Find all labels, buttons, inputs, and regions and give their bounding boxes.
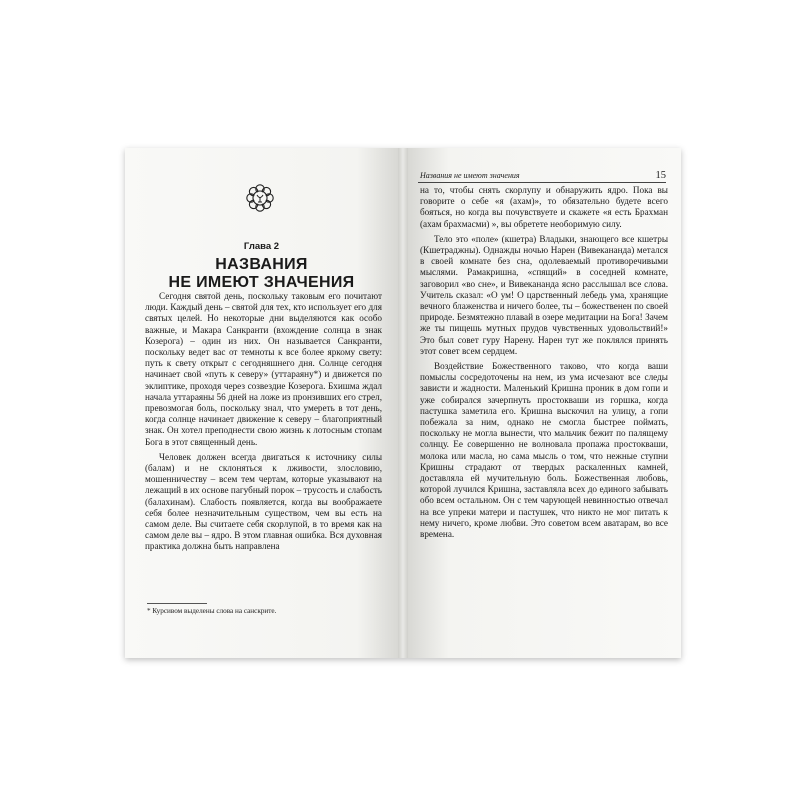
footnote: * Курсивом выделены слова на санскрите. (147, 607, 277, 615)
running-head (418, 170, 666, 183)
footnote-divider (147, 603, 207, 604)
chapter-label: Глава 2 (243, 241, 280, 252)
right-body-text (420, 185, 668, 544)
book-gutter (398, 148, 408, 658)
book-spread (125, 148, 681, 658)
left-page (125, 148, 398, 658)
lotus-emblem-icon (242, 180, 278, 216)
chapter-title (125, 256, 398, 292)
chapter-title-line-1: НАЗВАНИЯ (215, 256, 308, 273)
right-page (408, 148, 681, 658)
left-body-text (145, 291, 382, 557)
chapter-title-line-2: НЕ ИМЕЮТ ЗНАЧЕНИЯ (168, 274, 355, 291)
page-number: 15 (655, 170, 666, 181)
paragraph: Человек должен всегда двигаться к источнику силы (балам) и не склоняться к лживости, злословию, мошенничеству – всем тем чертам, которые указывают на лежащий в их основе пагубный порок – трусость и слабость (балахинам). Слабость появляется, когда вы воображаете себя более незначительным существом, чем вы есть на самом деле. Вы считаете себя скорлупой, в то время как на самом деле вы – ядро. В этом главная ошибка. Вся духовная практика должна быть направлена (145, 451, 382, 552)
paragraph: Сегодня святой день, поскольку таковым его почитают люди. Каждый день – святой для тех, кто использует его для святых целей. Но некоторые дни выделяются как особо важные, и Макара Санкранти (вхождение солнца в знак Козерога) – один из них. Он называется Санкранти, поскольку ведет вас от темноты к все более яркому свету: путь к свету открыт с сегодняшнего дня. Солнце сегодня начинает свой «путь к северу» (уттараяну*) и движется по эклиптике, проходя через созвездие Козерога. Бхишма ждал начала уттараяны 56 дней на ложе из пронзивших его стрел, превозмогая боль, поскольку знал, что умереть в тот день, когда солнце начинает движение к северу – благоприятный знак. Он хотел преподнести свою жизнь к лотосным стопам Бога в этот священный день. (145, 291, 382, 447)
running-head-title: Названия не имеют значения (420, 171, 520, 180)
paragraph: Воздействие Божественного таково, что когда ваши помыслы сосредоточены на нем, из ума исчезают все следы зависти и жадности. Маленький Кришна проник в дом гопи и уже собирался зачерпнуть простокваши из горшка, когда пастушка заметила его. Кришна выскочил на улицу, а гопи побежала за ним, однако не смогла быстрее поймать, поскольку не могла вынести, что мальчик бежит по палящему солнцу. Ее совершенно не волновала пропажа простокваши, молока или масла, но сама мысль о том, что нежные ступни Кришны страдают от твердых раскаленных камней, доставляла ей мучительную боль. Божественная любовь, которой лучился Кришна, заставляла всех до единого забывать обо всем остальном. Он с тем чарующей невинностью отвечал на все упреки матери и пастушек, что никто не мог питать к нему ничего, кроме любви. Это советом всем аватарам, во все времена. (420, 361, 668, 540)
paragraph: на то, чтобы снять скорлупу и обнаружить ядро. Пока вы говорите о себе «я (ахам)», то обязательно будете всего бояться, но когда вы почувствуете и скажете «я есть Брахман (ахам брахмасми) », вы обретете необоримую силу. (420, 185, 668, 229)
paragraph: Тело это «поле» (кшетра) Владыки, знающего все кшетры (Кшетраджны). Однажды ночью Нарен (Вивекананда) метался в своей комнате без сна, одолеваемый противоречивыми мыслями. Рамакришна, «спящий» в соседней комнате, заговорил «во сне», и Вивекананда ясно расслышал все слова. Учитель сказал: «О ум! О царственный лебедь ума, хранящие вечного блаженства и ничего более, ты – божественен по своей природе. Безмятежно плавай в озере медитации на Бога! Зачем же ты пищешь мутных прудов чувственных удовольствий!» Это был совет гуру Нарену. Нарен тут же поклялся принять этот совет всем сердцем. (420, 233, 668, 356)
